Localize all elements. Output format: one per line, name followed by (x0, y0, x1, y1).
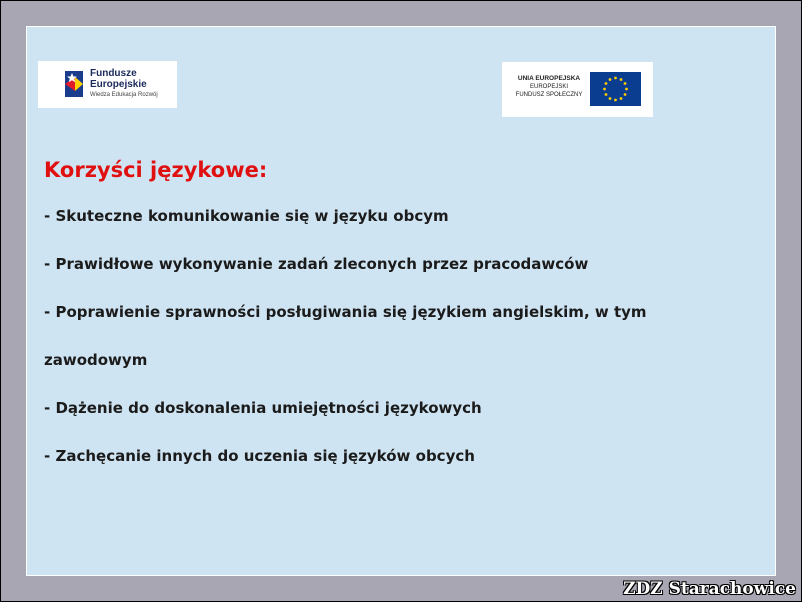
fundusze-logo-name-line2: Europejskie (90, 79, 147, 90)
eu-flag-star (614, 99, 617, 102)
fundusze-logo-name-line1: Fundusze (90, 68, 137, 79)
fundusze-logo-name (90, 68, 147, 90)
fundusze-logo-subtitle: Wiedza Edukacja Rozwój (90, 92, 158, 98)
eu-logo-title: UNIA EUROPEJSKA (517, 75, 581, 82)
fundusze-europejskie-emblem-icon (63, 67, 85, 101)
eu-flag-star (603, 88, 606, 91)
eu-flag-star (620, 97, 623, 100)
eu-logo-line3: FUNDUSZ SPOŁECZNY (515, 92, 583, 98)
slide (26, 26, 776, 576)
eu-flag-star (625, 88, 628, 91)
benefit-line-3: - Poprawienie sprawności posługiwania się językiem angielskim, w tym (44, 303, 647, 321)
benefit-line-1: - Skuteczne komunikowanie się w języku obcym (44, 207, 449, 225)
eu-flag-star (624, 82, 627, 85)
eu-flag-star (609, 97, 612, 100)
eu-flag-star (614, 77, 617, 80)
fundusze-europejskie-logo (38, 61, 177, 108)
eu-logo-text (511, 75, 587, 99)
benefit-line-5: - Zachęcanie innych do uczenia się języków obcych (44, 447, 475, 465)
eu-flag-star (609, 78, 612, 81)
eu-logo-line2: EUROPEJSKI (529, 84, 568, 90)
eu-logo (502, 62, 653, 117)
eu-flag-star (620, 78, 623, 81)
page-heading: Korzyści językowe: (44, 158, 268, 182)
eu-flag-star (624, 93, 627, 96)
eu-flag-icon (590, 72, 641, 106)
benefit-line-3-continuation: zawodowym (44, 351, 148, 369)
watermark: ZDZ Starachowice (623, 579, 796, 599)
eu-flag-star (605, 82, 608, 85)
benefit-line-4: - Dążenie do doskonalenia umiejętności językowych (44, 399, 482, 417)
benefit-line-2: - Prawidłowe wykonywanie zadań zleconych przez pracodawców (44, 255, 589, 273)
eu-flag-star (605, 93, 608, 96)
